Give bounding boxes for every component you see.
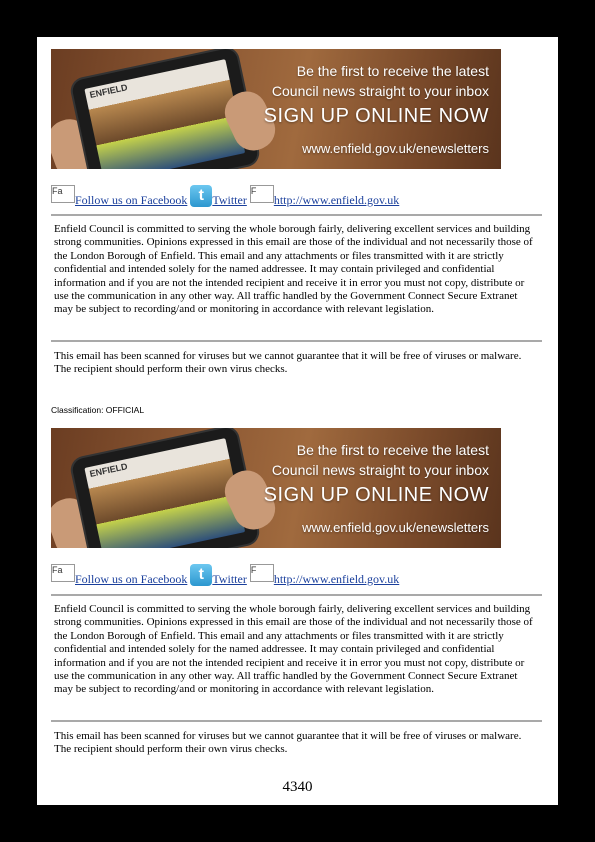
page-number: 4340 xyxy=(282,779,313,795)
twitter-link[interactable]: Twitter xyxy=(212,193,247,207)
banner-headline-1: Be the first to receive the latest xyxy=(296,442,489,458)
classification-label: Classification: OFFICIAL xyxy=(51,405,145,415)
facebook-image-placeholder: Fa xyxy=(51,564,75,582)
banner-headline-2: Council news straight to your inbox xyxy=(271,83,489,99)
divider xyxy=(51,214,542,216)
document-page xyxy=(37,37,558,805)
website-image-placeholder: F xyxy=(250,185,274,203)
newsletter-banner[interactable] xyxy=(51,49,501,169)
banner-headline-2: Council news straight to your inbox xyxy=(271,462,489,478)
social-links xyxy=(51,185,399,209)
social-links xyxy=(51,564,399,588)
facebook-image-placeholder: Fa xyxy=(51,185,75,203)
tablet-screen xyxy=(84,438,245,548)
banner-headline-1: Be the first to receive the latest xyxy=(296,63,489,79)
facebook-link[interactable]: Follow us on Facebook xyxy=(75,193,188,207)
virus-notice: This email has been scanned for viruses but we cannot guarantee that it will be free of viruses or malware. The recipient should perform their own virus checks. xyxy=(54,350,522,376)
disclaimer-text: Enfield Council is committed to serving the whole borough fairly, delivering excellent services and building strong communities. Opinions expressed in this email are those of the individual and not necessarily those of the London Borough of Enfield. This email and any attachments or files transmitted with it are strictly confidential and intended solely for the named addressee. It may contain privileged and confidential information and if you are not the intended recipient and receive it in error you must not copy, distribute or use the communication in any other way. All traffic handled by the Government Connect Secure Extranet may be subject to recording/and or monitoring in accordance with relevant legislation. xyxy=(54,223,533,316)
twitter-icon[interactable]: t xyxy=(190,564,212,586)
twitter-icon[interactable]: t xyxy=(190,185,212,207)
facebook-link[interactable]: Follow us on Facebook xyxy=(75,572,188,586)
divider xyxy=(51,340,542,342)
virus-notice: This email has been scanned for viruses but we cannot guarantee that it will be free of viruses or malware. The recipient should perform their own virus checks. xyxy=(54,730,522,756)
banner-url: www.enfield.gov.uk/enewsletters xyxy=(302,141,489,156)
banner-logo: ENFIELD xyxy=(88,461,129,479)
website-link[interactable]: http://www.enfield.gov.uk xyxy=(273,572,400,586)
twitter-link[interactable]: Twitter xyxy=(212,572,247,586)
banner-url: www.enfield.gov.uk/enewsletters xyxy=(302,520,489,535)
divider xyxy=(51,594,542,596)
banner-cta: SIGN UP ONLINE NOW xyxy=(263,484,489,506)
newsletter-banner[interactable] xyxy=(51,428,501,548)
disclaimer-text: Enfield Council is committed to serving the whole borough fairly, delivering excellent services and building strong communities. Opinions expressed in this email are those of the individual and not necessarily those of the London Borough of Enfield. This email and any attachments or files transmitted with it are strictly confidential and intended solely for the named addressee. It may contain privileged and confidential information and if you are not the intended recipient and receive it in error you must not copy, distribute or use the communication in any other way. All traffic handled by the Government Connect Secure Extranet may be subject to recording/and or monitoring in accordance with relevant legislation. xyxy=(54,603,533,696)
divider xyxy=(51,720,542,722)
website-link[interactable]: http://www.enfield.gov.uk xyxy=(273,193,400,207)
website-image-placeholder: F xyxy=(250,564,274,582)
banner-cta: SIGN UP ONLINE NOW xyxy=(263,105,489,127)
banner-logo: ENFIELD xyxy=(88,82,129,100)
tablet-screen xyxy=(84,59,245,169)
